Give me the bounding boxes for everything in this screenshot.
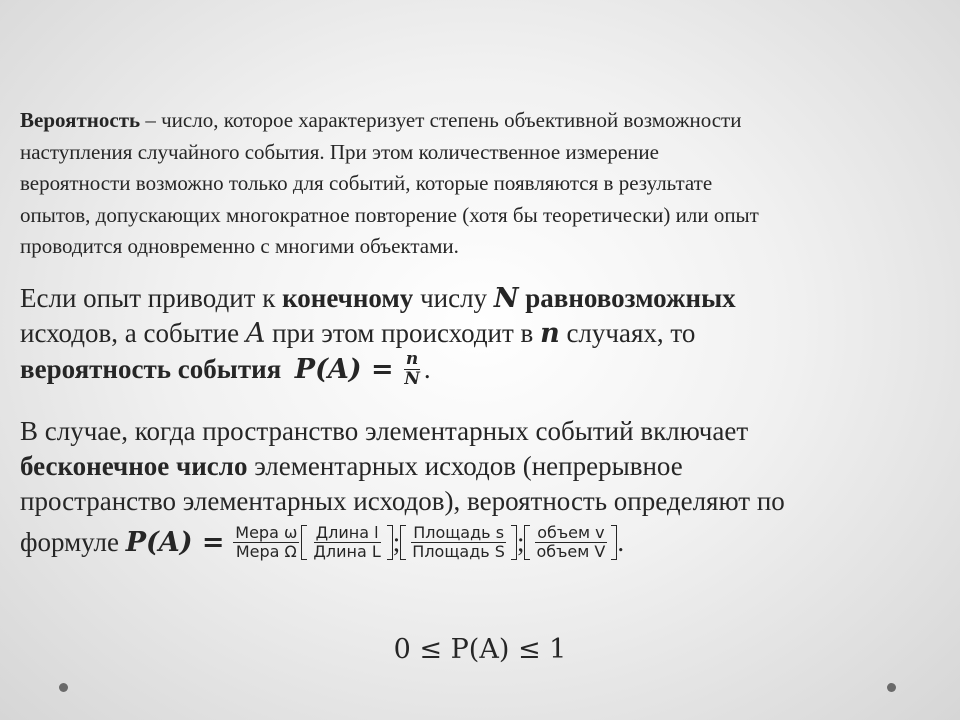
geometric-formula-lhs: P(A) =: [125, 527, 225, 558]
classical-fraction: $\frac{n}{N}$: [404, 349, 420, 389]
definition-paragraph: [20, 105, 945, 263]
left-dot-ornament: [59, 683, 68, 692]
definition-line-3: вероятности возможно только для событий, которые появляются в результате: [20, 171, 713, 195]
classical-formula-lhs: P(A) =: [294, 354, 394, 385]
geometric-formula-line: формуле P(A) = $\frac{\text{Мера ω}}{\text{Мера Ω}}$ $\frac{\text{Длина l}}{\text{Длина L}}$ ; $\frac{\text{Площадь s}}{\text{Площадь S}}$ ; $\frac{\text{объем v}}{\text{объем V}}$ .: [20, 523, 625, 561]
definition-line-1: Вероятность – число, которое характеризует степень объективной возможности: [20, 108, 742, 132]
geometric-line-2: бесконечное число элементарных исходов (непрерывное: [20, 451, 683, 481]
definition-line-5: проводится одновременно с многими объектами.: [20, 234, 459, 258]
right-dot-ornament: [887, 683, 896, 692]
definition-term: Вероятность: [20, 108, 141, 132]
measure-fraction: $\frac{\text{Мера ω}}{\text{Мера Ω}}$: [235, 523, 298, 561]
length-bracket: [301, 525, 392, 560]
length-fraction: $\frac{\text{Длина l}}{\text{Длина L}}$: [313, 523, 381, 561]
var-N: N: [493, 283, 519, 314]
geometric-probability-paragraph: [20, 414, 950, 560]
probability-bounds: 0 ≤ P(A) ≤ 1: [393, 634, 567, 665]
volume-bracket: [524, 525, 617, 560]
definition-line-4: опытов, допускающих многократное повторение (хотя бы теоретически) или опыт: [20, 202, 759, 227]
classical-line-1: Если опыт приводит к конечному числу N равновозможных: [20, 283, 736, 314]
volume-fraction: $\frac{\text{объем v}}{\text{объем V}}$: [536, 523, 606, 561]
classical-probability-paragraph: [20, 281, 940, 388]
classical-line-2: исходов, а событие A при этом происходит в n случаях, то: [20, 318, 696, 349]
geometric-line-3: пространство элементарных исходов), вероятность определяют по: [20, 486, 785, 516]
classical-line-3: вероятность события P(A) = $\frac{n}{N}$ .: [20, 349, 431, 389]
definition-line-2: наступления случайного события. При этом количественное измерение: [20, 139, 659, 164]
area-fraction: $\frac{\text{Площадь s}}{\text{Площадь S}}$: [412, 523, 505, 561]
var-n: n: [540, 318, 560, 349]
geometric-line-1: В случае, когда пространство элементарных событий включает: [20, 416, 749, 446]
var-A: A: [245, 318, 266, 349]
area-bracket: [400, 525, 517, 560]
